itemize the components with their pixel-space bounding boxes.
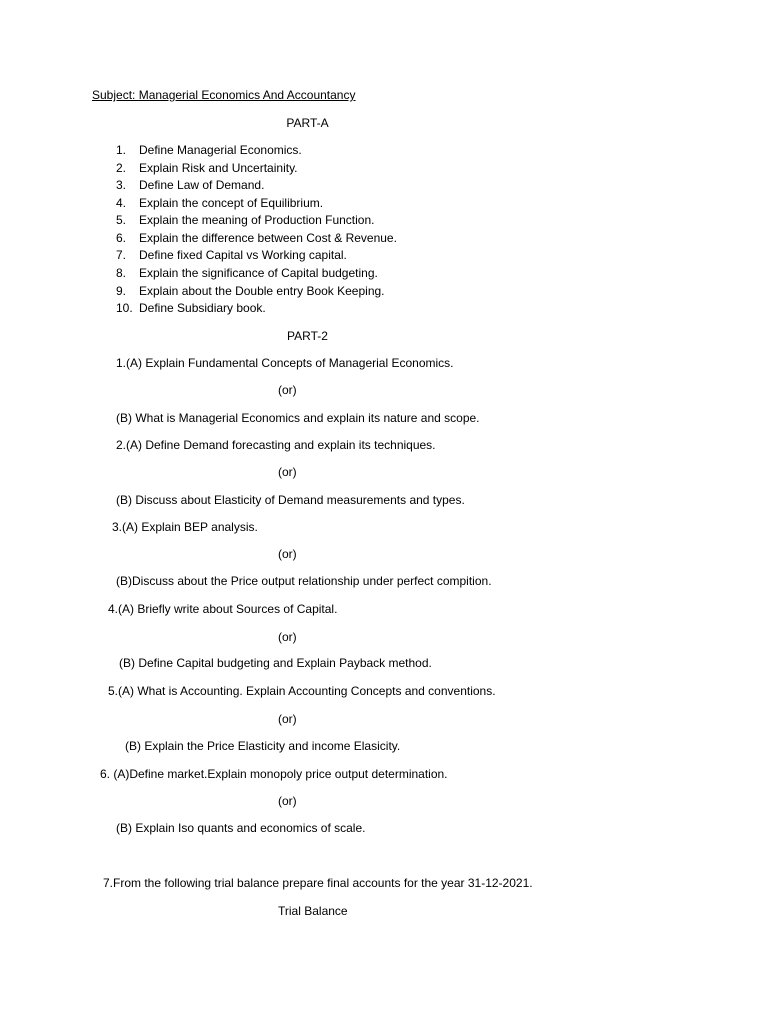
question-5a: 5.(A) What is Accounting. Explain Accounting Concepts and conventions. xyxy=(108,684,496,698)
item-text: Define Subsidiary book. xyxy=(139,301,266,315)
item-text: Define Managerial Economics. xyxy=(139,143,302,157)
item-text: Define Law of Demand. xyxy=(139,178,265,192)
question-6b: (B) Explain Iso quants and economics of scale. xyxy=(116,821,366,835)
question-7: 7.From the following trial balance prepare final accounts for the year 31-12-2021. xyxy=(103,876,533,890)
question-2b: (B) Discuss about Elasticity of Demand measurements and types. xyxy=(116,493,465,507)
item-number: 2. xyxy=(116,161,127,175)
or-separator: (or) xyxy=(278,630,297,644)
item-text: Explain the difference between Cost & Revenue. xyxy=(139,231,397,245)
question-1a: 1.(A) Explain Fundamental Concepts of Managerial Economics. xyxy=(116,356,454,370)
item-text: Explain the meaning of Production Function. xyxy=(139,213,375,227)
question-4a: 4.(A) Briefly write about Sources of Capital. xyxy=(108,602,338,616)
subject-title: Subject: Managerial Economics And Accountancy xyxy=(92,88,356,102)
item-number: 3. xyxy=(116,178,127,192)
item-text: Explain about the Double entry Book Keeping. xyxy=(139,284,385,298)
or-separator: (or) xyxy=(278,712,297,726)
question-3b: (B)Discuss about the Price output relationship under perfect compition. xyxy=(116,574,492,588)
part-a-heading: PART-A xyxy=(286,116,329,130)
trial-balance-heading: Trial Balance xyxy=(278,904,348,918)
question-3a: 3.(A) Explain BEP analysis. xyxy=(112,520,258,534)
item-number: 6. xyxy=(116,231,127,245)
item-text: Explain Risk and Uncertainity. xyxy=(139,161,298,175)
or-separator: (or) xyxy=(278,383,297,397)
item-text: Explain the significance of Capital budgeting. xyxy=(139,266,378,280)
question-5b: (B) Explain the Price Elasticity and income Elasicity. xyxy=(125,739,401,753)
item-number: 9. xyxy=(116,284,127,298)
or-separator: (or) xyxy=(278,465,297,479)
or-separator: (or) xyxy=(278,794,297,808)
question-1b: (B) What is Managerial Economics and explain its nature and scope. xyxy=(116,411,480,425)
part-2-heading: PART-2 xyxy=(287,329,328,343)
question-6a: 6. (A)Define market.Explain monopoly price output determination. xyxy=(100,767,448,781)
item-text: Explain the concept of Equilibrium. xyxy=(139,196,324,210)
or-separator: (or) xyxy=(278,547,297,561)
item-number: 7. xyxy=(116,248,127,262)
item-number: 8. xyxy=(116,266,127,280)
item-number: 10. xyxy=(116,301,133,315)
item-text: Define fixed Capital vs Working capital. xyxy=(139,248,347,262)
question-4b: (B) Define Capital budgeting and Explain Payback method. xyxy=(119,656,432,670)
item-number: 1. xyxy=(116,143,127,157)
item-number: 5. xyxy=(116,213,127,227)
item-number: 4. xyxy=(116,196,127,210)
question-2a: 2.(A) Define Demand forecasting and explain its techniques. xyxy=(116,438,436,452)
